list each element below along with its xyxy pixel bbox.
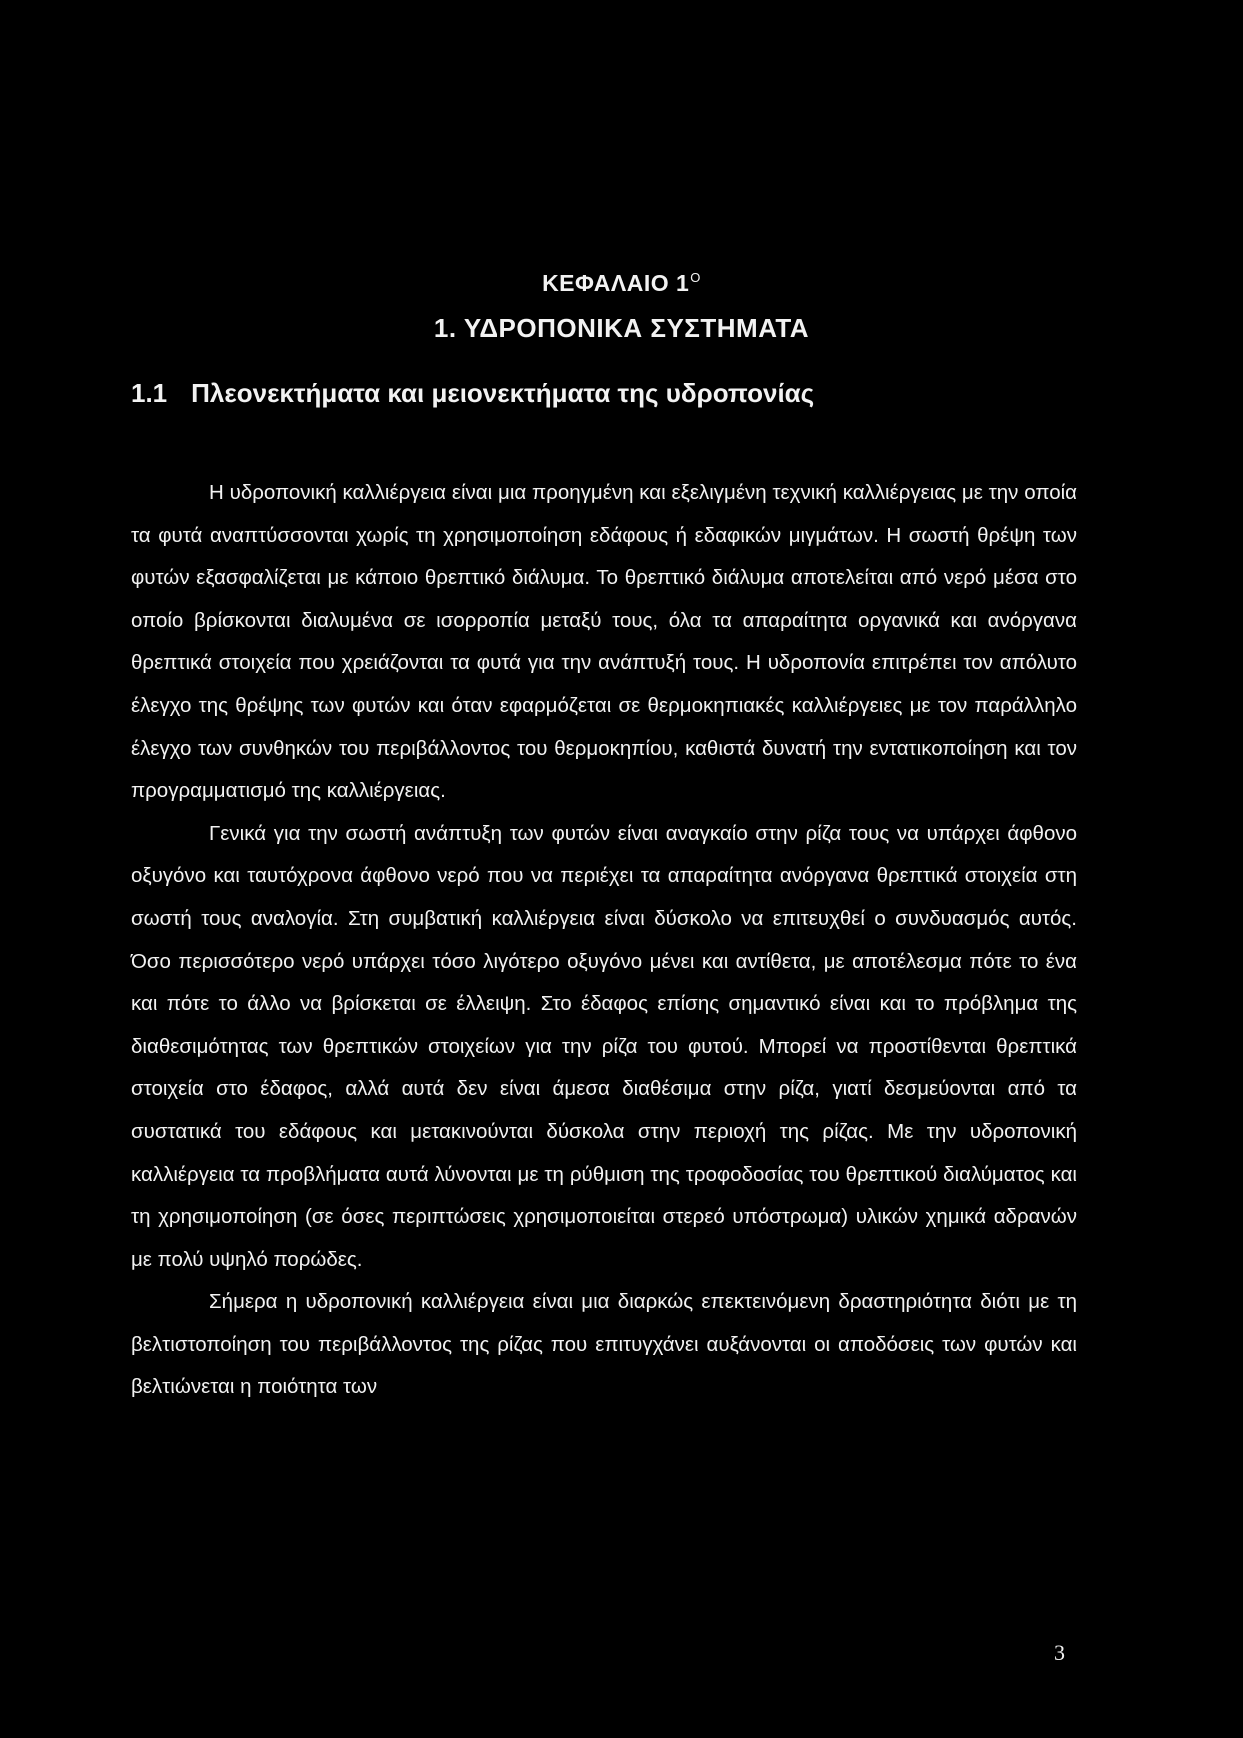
chapter-label-text: ΚΕΦΑΛΑΙΟ 1	[542, 270, 690, 296]
section-title: Πλεονεκτήματα και μειονεκτήματα της υδροπονίας	[191, 378, 815, 408]
chapter-superscript: Ο	[690, 270, 701, 286]
chapter-title: 1. ΥΔΡΟΠΟΝΙΚΑ ΣΥΣΤΗΜΑΤΑ	[433, 313, 810, 343]
section-heading	[131, 378, 814, 409]
section-number: 1.1	[131, 378, 168, 408]
page-number: 3	[1054, 1640, 1065, 1665]
paragraph: Η υδροπονική καλλιέργεια είναι μια προηγμένη και εξελιγμένη τεχνική καλλιέργειας με την οποία τα φυτά αναπτύσσονται χωρίς τη χρησιμοποίηση εδάφους ή εδαφικών μιγμάτων. Η σωστή θρέψη των φυτών εξασφαλίζεται με κάποιο θρεπτικό διάλυμα. Το θρεπτικό διάλυμα αποτελείται από νερό μέσα στο οποίο βρίσκονται διαλυμένα σε ισορροπία μεταξύ τους, όλα τα απαραίτητα οργανικά και ανόργανα θρεπτικά στοιχεία που χρειάζονται τα φυτά για την ανάπτυξή τους. Η υδροπονία επιτρέπει τον απόλυτο έλεγχο της θρέψης των φυτών και όταν εφαρμόζεται σε θερμοκηπιακές καλλιέργειες με τον παράλληλο έλεγχο των συνθηκών του περιβάλλοντος του θερμοκηπίου, καθιστά δυνατή την εντατικοποίηση και τον προγραμματισμό της καλλιέργειας.	[131, 481, 1077, 803]
chapter-label	[0, 270, 1243, 297]
body-text	[131, 472, 1077, 1409]
paragraph: Σήμερα η υδροπονική καλλιέργεια είναι μια διαρκώς επεκτεινόμενη δραστηριότητα διότι με τη βελτιστοποίηση του περιβάλλοντος της ρίζας που επιτυγχάνει αυξάνονται οι αποδόσεις των φυτών και βελτιώνεται η ποιότητα των	[131, 1290, 1077, 1399]
paragraph: Γενικά για την σωστή ανάπτυξη των φυτών είναι αναγκαίο στην ρίζα τους να υπάρχει άφθονο οξυγόνο και ταυτόχρονα άφθονο νερό που να περιέχει τα απαραίτητα ανόργανα θρεπτικά στοιχεία στη σωστή τους αναλογία. Στη συμβατική καλλιέργεια είναι δύσκολο να επιτευχθεί ο συνδυασμός αυτός. Όσο περισσότερο νερό υπάρχει τόσο λιγότερο οξυγόνο μένει και αντίθετα, με αποτέλεσμα πότε το ένα και πότε το άλλο να βρίσκεται σε έλλειψη. Στο έδαφος επίσης σημαντικό είναι και το πρόβλημα της διαθεσιμότητας των θρεπτικών στοιχείων για την ρίζα του φυτού. Μπορεί να προστίθενται θρεπτικά στοιχεία στο έδαφος, αλλά αυτά δεν είναι άμεσα διαθέσιμα στην ρίζα, γιατί δεσμεύονται από τα συστατικά του εδάφους και μετακινούνται δύσκολα στην περιοχή της ρίζας. Με την υδροπονική καλλιέργεια τα προβλήματα αυτά λύνονται με τη ρύθμιση της τροφοδοσίας του θρεπτικού διαλύματος και τη χρησιμοποίηση (σε όσες περιπτώσεις χρησιμοποιείται στερεό υπόστρωμα) υλικών χημικά αδρανών με πολύ υψηλό πορώδες.	[131, 821, 1077, 1271]
